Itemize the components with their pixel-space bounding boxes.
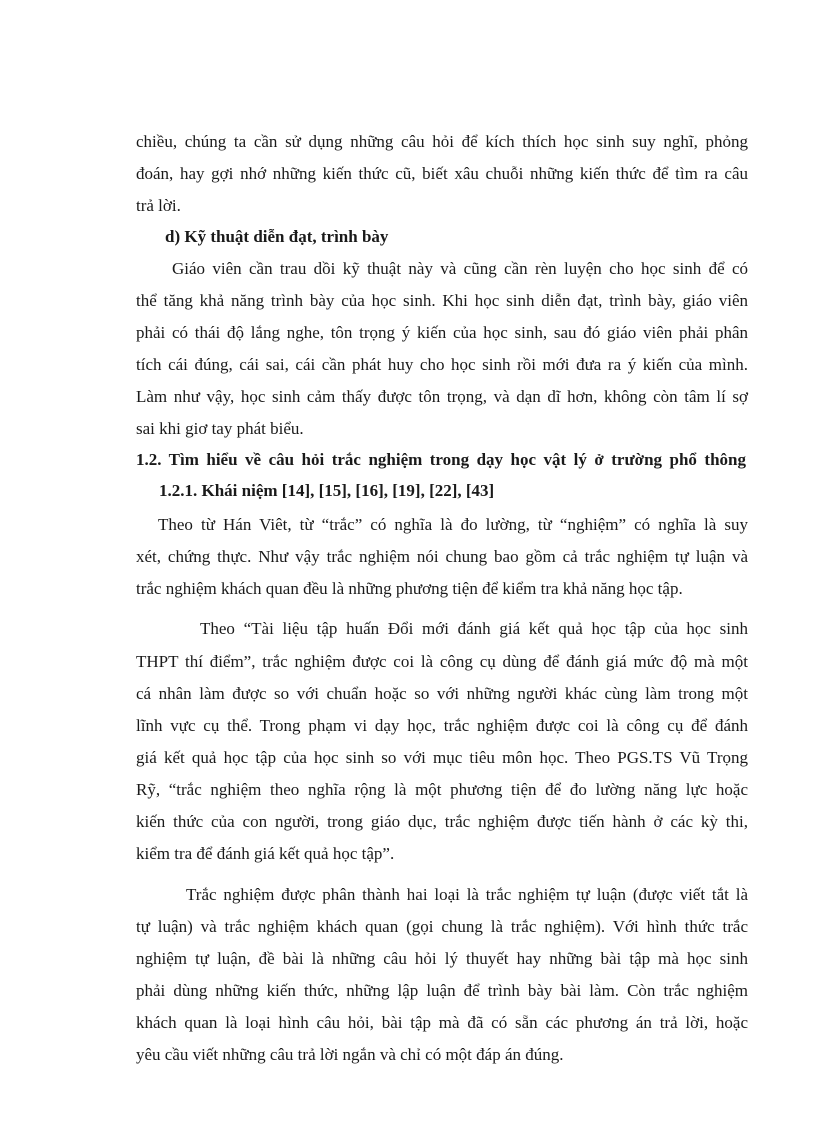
paragraph-line: trả lời.: [136, 196, 181, 215]
paragraph-line: Theo “Tài liệu tập huấn Đổi mới đánh giá kết quả học tập của học sinh: [200, 619, 748, 638]
paragraph-line: tích cái đúng, cái sai, cái cần phát huy cho học sinh rồi mới đưa ra ý kiến của mình.: [136, 355, 748, 374]
paragraph-line: xét, chứng thực. Như vậy trắc nghiệm nói chung bao gồm cả trắc nghiệm tự luận và: [136, 547, 748, 566]
section-heading: 1.2. Tìm hiểu về câu hỏi trắc nghiệm trong dạy học vật lý ở trường phổ thông: [136, 450, 746, 469]
paragraph-line: lĩnh vực cụ thể. Trong phạm vi dạy học, trắc nghiệm được coi là công cụ để đánh: [136, 716, 748, 735]
paragraph-line: chiều, chúng ta cần sử dụng những câu hỏi để kích thích học sinh suy nghĩ, phỏng: [136, 132, 748, 151]
paragraph-line: khách quan là loại hình câu hỏi, bài tập mà đã có sẵn các phương án trả lời, hoặc: [136, 1013, 748, 1032]
paragraph-line: Làm như vậy, học sinh cảm thấy được tôn trọng, và dạn dĩ hơn, không còn tâm lí sợ: [136, 387, 748, 406]
paragraph-line: THPT thí điểm”, trắc nghiệm được coi là công cụ dùng để đánh giá mức độ mà một: [136, 652, 748, 671]
subsection-heading: 1.2.1. Khái niệm [14], [15], [16], [19], [22], [43]: [159, 481, 495, 500]
paragraph-line: tự luận) và trắc nghiệm khách quan (gọi chung là trắc nghiệm). Với hình thức trắc: [136, 917, 748, 936]
paragraph-line: sai khi giơ tay phát biểu.: [136, 419, 304, 438]
paragraph-line: trắc nghiệm khách quan đều là những phương tiện để kiểm tra khả năng học tập.: [136, 579, 683, 598]
paragraph-line: thể tăng khả năng trình bày của học sinh. Khi học sinh diễn đạt, trình bày, giáo viên: [136, 291, 748, 310]
paragraph-line: Trắc nghiệm được phân thành hai loại là trắc nghiệm tự luận (được viết tắt là: [186, 885, 748, 904]
paragraph-line: Giáo viên cần trau dồi kỹ thuật này và cũng cần rèn luyện cho học sinh để có: [172, 259, 748, 278]
paragraph-line: nghiệm tự luận, đề bài là những câu hỏi lý thuyết hay những bài tập mà học sinh: [136, 949, 748, 968]
paragraph-line: cá nhân làm được so với chuẩn hoặc so với những người khác cùng làm trong một: [136, 684, 748, 703]
paragraph-line: Theo từ Hán Viêt, từ “trắc” có nghĩa là đo lường, từ “nghiệm” có nghĩa là suy: [158, 515, 748, 534]
paragraph-line: yêu cầu viết những câu trả lời ngắn và chỉ có một đáp án đúng.: [136, 1045, 564, 1064]
paragraph-line: phải dùng những kiến thức, những lập luận để trình bày bài làm. Còn trắc nghiệm: [136, 981, 748, 1000]
paragraph-line: phải có thái độ lắng nghe, tôn trọng ý kiến của học sinh, sau đó giáo viên phải phân: [136, 323, 748, 342]
paragraph-line: đoán, hay gợi nhớ những kiến thức cũ, biết xâu chuỗi những kiến thức để tìm ra câu: [136, 164, 748, 183]
paragraph-line: giá kết quả học tập của học sinh so với mục tiêu môn học. Theo PGS.TS Vũ Trọng: [136, 748, 748, 767]
paragraph-line: kiến thức của con người, trong giáo dục, trắc nghiệm được tiến hành ở các kỳ thi,: [136, 812, 748, 831]
section-heading: d) Kỹ thuật diễn đạt, trình bày: [165, 227, 389, 246]
paragraph-line: kiểm tra để đánh giá kết quả học tập”.: [136, 844, 395, 863]
paragraph-line: Rỹ, “trắc nghiệm theo nghĩa rộng là một phương tiện để đo lường năng lực hoặc: [136, 780, 748, 799]
